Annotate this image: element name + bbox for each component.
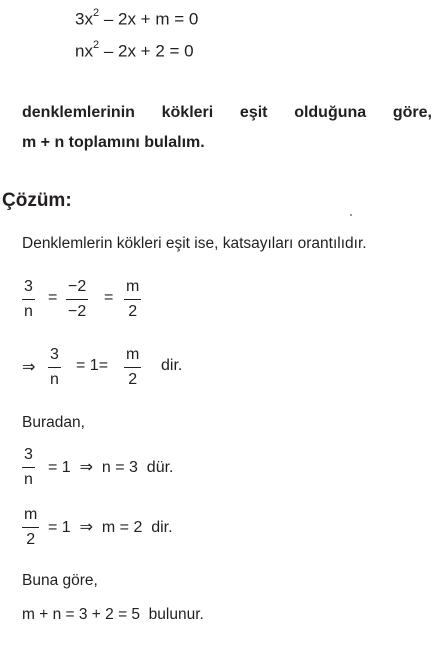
ratio-fraction-2: [66, 278, 88, 321]
equation-1-exponent: 2: [92, 7, 100, 19]
solution-heading: Çözüm:: [2, 190, 72, 211]
solution-intro: Denklemlerin kökleri eşit ise, katsayıları orantılıdır.: [22, 235, 367, 252]
fraction-numerator: 3: [50, 346, 59, 363]
fraction-denominator: n: [24, 471, 33, 488]
equation-2-exponent: 2: [92, 39, 100, 51]
equation-1-rest: – 2x + m = 0: [99, 9, 199, 29]
fraction-denominator: n: [24, 303, 33, 320]
fraction-denominator: 2: [128, 371, 138, 388]
step-m-rest: = 1 ⇒ m = 2 dir.: [48, 519, 173, 536]
implies-arrow: ⇒: [22, 359, 36, 376]
fraction-bar: [48, 367, 61, 368]
equation-2-lead: nx: [75, 41, 93, 61]
equation-1-lead: 3x: [75, 9, 93, 29]
result-line: m + n = 3 + 2 = 5 bulunur.: [22, 606, 204, 623]
implies-tail: dir.: [161, 357, 183, 374]
fraction-numerator: 3: [24, 278, 33, 295]
implies-middle: = 1=: [76, 357, 109, 374]
equals-sign: =: [104, 289, 114, 306]
fraction-bar: [22, 527, 39, 528]
step-n-fraction: [22, 446, 35, 489]
fraction-numerator: m: [126, 278, 140, 295]
equation-1: [75, 9, 198, 30]
stray-dot: [350, 214, 352, 216]
fraction-bar: [22, 467, 35, 468]
fraction-denominator: 2: [128, 303, 138, 320]
fraction-denominator: n: [50, 371, 59, 388]
step-m-fraction: [22, 506, 39, 549]
implies-fraction-2: [124, 346, 141, 389]
fraction-bar: [124, 367, 141, 368]
implies-fraction-1: [48, 346, 61, 389]
fraction-numerator: 3: [24, 446, 33, 463]
ratio-fraction-1: [22, 278, 35, 321]
buradan-text: Buradan,: [22, 414, 85, 431]
fraction-bar: [22, 299, 35, 300]
problem-line-2: m + n toplamını bulalım.: [22, 134, 205, 151]
ratio-fraction-3: [124, 278, 141, 321]
fraction-numerator: m: [126, 346, 140, 363]
fraction-denominator: 2: [26, 531, 36, 548]
problem-line-1: denklemlerinin köklerі eşit olduğuna göre,: [22, 104, 432, 121]
fraction-denominator: −2: [68, 303, 87, 320]
step-n-rest: = 1 ⇒ n = 3 dür.: [48, 459, 174, 476]
fraction-numerator: m: [24, 506, 38, 523]
fraction-numerator: −2: [68, 278, 87, 295]
equation-2-rest: – 2x + 2 = 0: [99, 41, 194, 61]
equation-2: [75, 41, 194, 62]
equals-sign: =: [48, 289, 58, 306]
fraction-bar: [124, 299, 141, 300]
buna-gore-text: Buna göre,: [22, 572, 98, 589]
fraction-bar: [66, 299, 88, 300]
